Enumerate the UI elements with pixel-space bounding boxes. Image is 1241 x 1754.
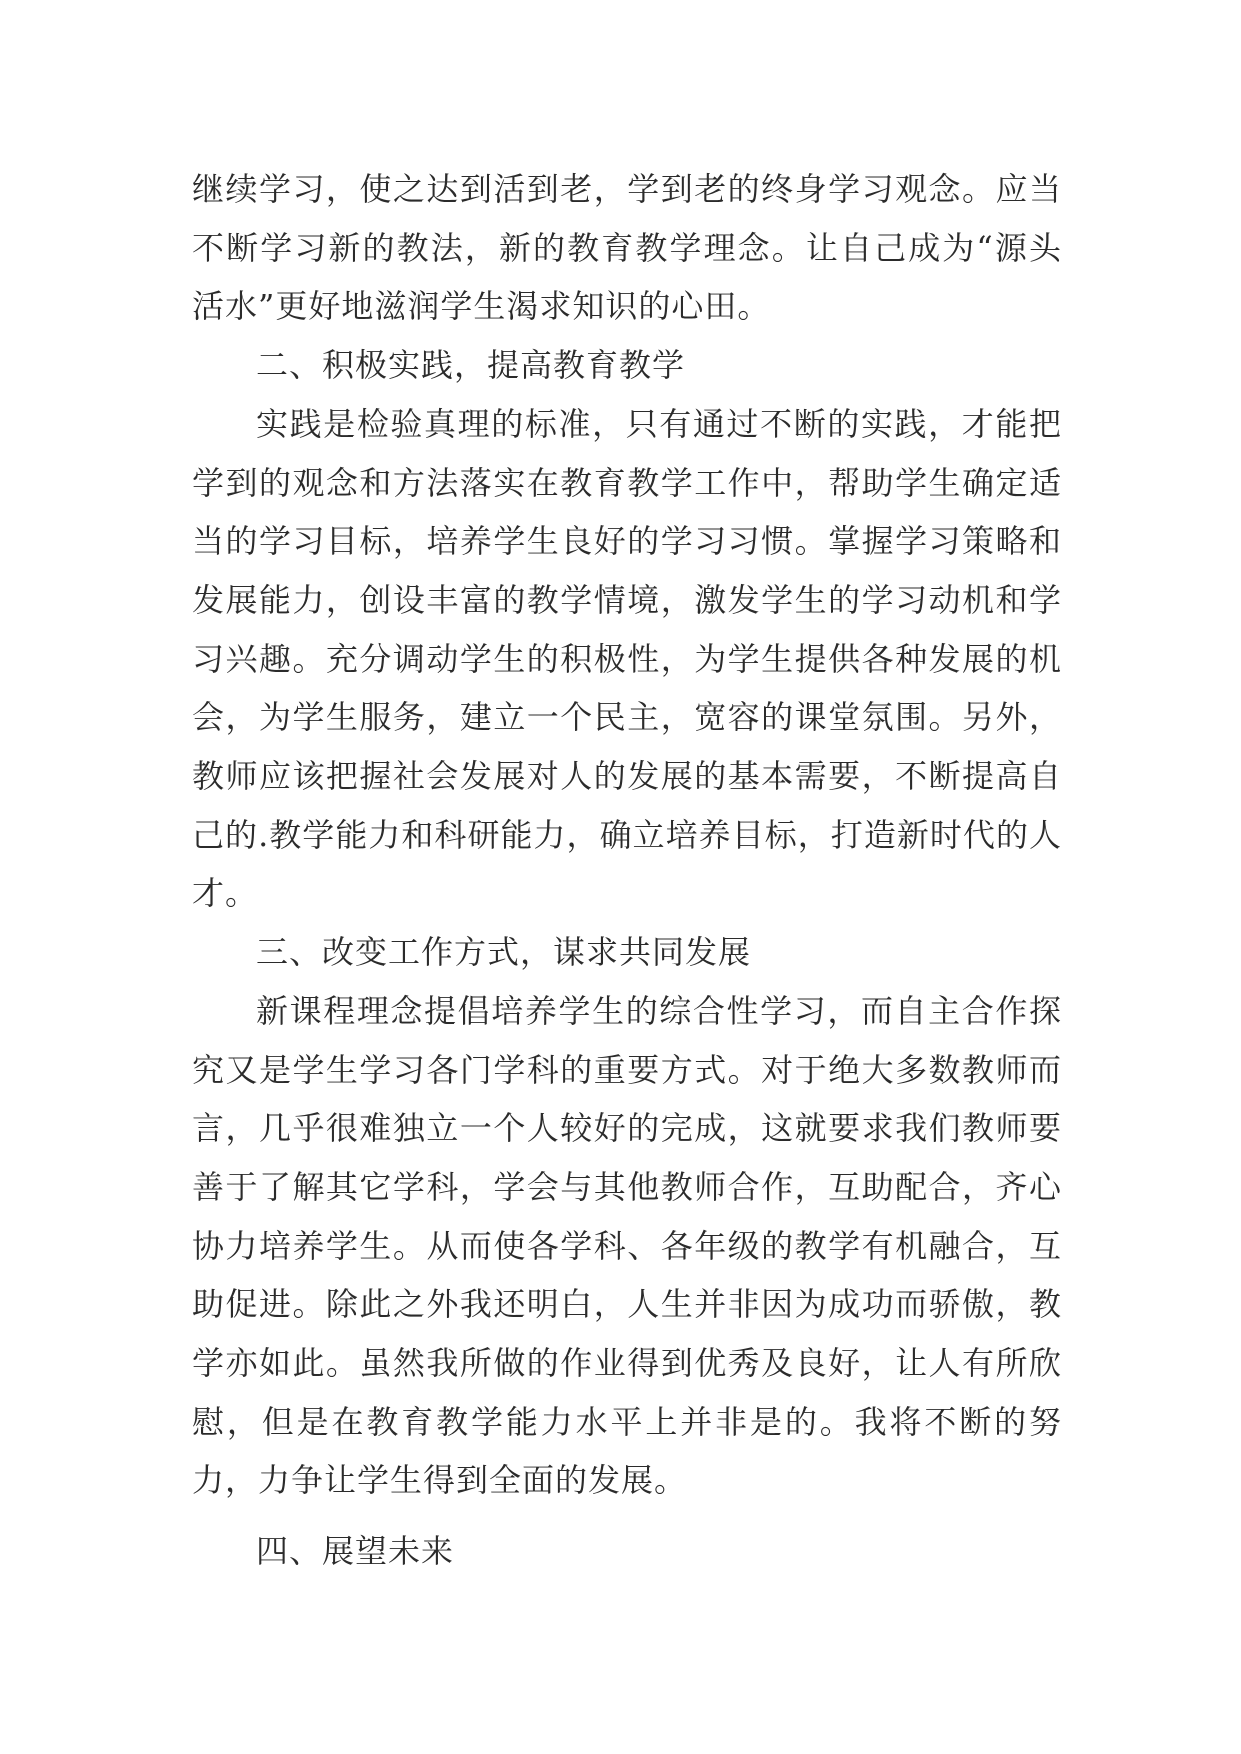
section-heading-work-method: 三、改变工作方式，谋求共同发展 — [256, 933, 752, 972]
paragraph-continuation: 继续学习，使之达到活到老，学到老的终身学习观念。应当不断学习新的教法，新的教育教学理念。让自己成为“源头活水”更好地滋润学生渴求知识的心田。 — [192, 170, 1062, 326]
paragraph-practice: 实践是检验真理的标准，只有通过不断的实践，才能把学到的观念和方法落实在教育教学工作中，帮助学生确定适当的学习目标，培养学生良好的学习习惯。掌握学习策略和发展能力，创设丰富的教学情境，激发学生的学习动机和学习兴趣。充分调动学生的积极性，为学生提供各种发展的机会，为学生服务，建立一个民主，宽容的课堂氛围。另外，教师应该把握社会发展对人的发展的基本需要，不断提高自己的.教学能力和科研能力，确立培养目标，打造新时代的人才。 — [192, 404, 1062, 913]
document-body — [192, 160, 1062, 1581]
section-heading-outlook: 四、展望未来 — [256, 1532, 455, 1571]
paragraph-work-method: 新课程理念提倡培养学生的综合性学习，而自主合作探究又是学生学习各门学科的重要方式。对于绝大多数教师而言，几乎很难独立一个人较好的完成，这就要求我们教师要善于了解其它学科，学会与其他教师合作，互助配合，齐心协力培养学生。从而使各学科、各年级的教学有机融合，互助促进。除此之外我还明白，人生并非因为成功而骄傲，教学亦如此。虽然我所做的作业得到优秀及良好，让人有所欣慰，但是在教育教学能力水平上并非是的。我将不断的努力，力争让学生得到全面的发展。 — [192, 991, 1062, 1500]
section-heading-practice: 二、积极实践，提高教育教学 — [256, 346, 686, 385]
